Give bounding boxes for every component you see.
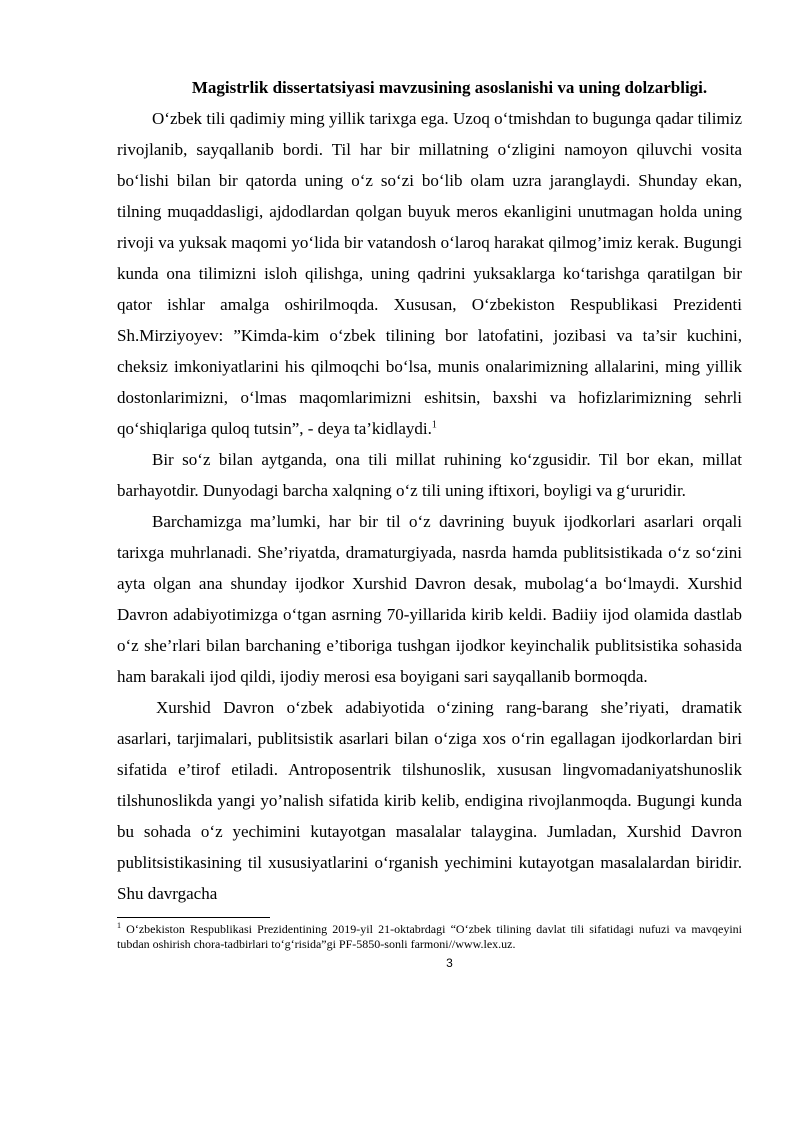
paragraph-1 xyxy=(117,103,742,444)
section-heading: Magistrlik dissertatsiyasi mavzusining asoslanishi va uning dolzarbligi. xyxy=(191,78,708,97)
footnote-reference: 1 xyxy=(431,419,437,431)
paragraph-4: Xurshid Davron o‘zbek adabiyotida o‘zining rang-barang she’riyati, dramatik asarlari, tarjimalari, publitsistik asarlari bilan o‘ziga xos o‘rin egallagan ijodkorlardan biri sifatida e’tirof etiladi. Antroposentrik tilshunoslik, xususan lingvomadaniyatshunoslik tilshunoslikda yangi yo’nalish sifatida kirib kelib, endigina rivojlanmoqda. Bugungi kunda bu sohada o‘z yechimini kutayotgan masalalar talaygina. Jumladan, Xurshid Davron publitsistikasining til xususiyatlarini o‘rganish yechimini kutayotgan masalalardan biridir. Shu davrgacha xyxy=(117,698,742,903)
footnote xyxy=(117,922,742,952)
footnote-separator xyxy=(117,917,270,918)
footnote-text: O‘zbekiston Respublikasi Prezidentining 2019-yil 21-oktabrdagi “O‘zbek tilining davlat tili sifatidagi nufuzi va mavqeyini tubdan oshirish chora-tadbirlari to‘g‘risida”gi PF-5850-sonli farmoni//www.lex.uz. xyxy=(117,922,743,951)
paragraph-2: Bir so‘z bilan aytganda, ona tili millat ruhining ko‘zgusidir. Til bor ekan, millat barhayotdir. Dunyodagi barcha xalqning o‘z tili uning iftixori, boyligi va g‘ururidir. xyxy=(117,450,742,500)
paragraph-1-text: O‘zbek tili qadimiy ming yillik tarixga ega. Uzoq o‘tmishdan to bugunga qadar tilimiz rivojlanib, sayqallanib bordi. Til har bir millatning o‘zligini namoyon qiluvchi vosita bo‘lishi bilan bir qatorda uning o‘z so‘zi bo‘lib olam uzra jaranglaydi. Shunday ekan, tilning muqaddasligi, ajdodlardan qolgan buyuk meros ekanligini unutmagan holda uning rivoji va yuksak maqomi yo‘lida bir vatandosh o‘laroq harakat qilmog’imiz kerak. Bugungi kunda ona tilimizni isloh qilishga, uning qadrini yuksaklarga ko‘tarishga qaratilgan bir qator ishlar amalga oshirilmoqda. Xususan, O‘zbekiston Respublikasi Prezidenti Sh.Mirziyoyev: ”Kimda-kim o‘zbek tilining bor latofatini, jozibasi va ta’sir kuchini, cheksiz imkoniyatlarini his qilmoqchi bo‘lsa, munis onalarimizning allalarini, ming yillik dostonlarimizni, o‘lmas maqomlarimizni eshitsin, baxshi va hofizlarimizning sehrli qo‘shiqlariga quloq tutsin”, - deya ta’kidlaydi. xyxy=(117,109,742,438)
paragraph-3: Barchamizga ma’lumki, har bir til o‘z davrining buyuk ijodkorlari asarlari orqali tarixga muhrlanadi. She’riyatda, dramaturgiyada, nasrda hamda publitsistikada o‘z so‘zini ayta olgan ana shunday ijodkor Xurshid Davron desak, mubolag‘a bo‘lmaydi. Xurshid Davron adabiyotimizga o‘tgan asrning 70-yillarida kirib keldi. Badiiy ijod olamida dastlab o‘z she’rlari bilan barchaning e’tiboriga tushgan ijodkor keyinchalik publitsistika sohasida ham barakali ijod qildi, ijodiy merosi esa boyigani sari sayqallanib bormoqda. xyxy=(117,512,742,686)
page-number: 3 xyxy=(446,956,453,970)
footnote-marker: 1 xyxy=(117,921,121,930)
